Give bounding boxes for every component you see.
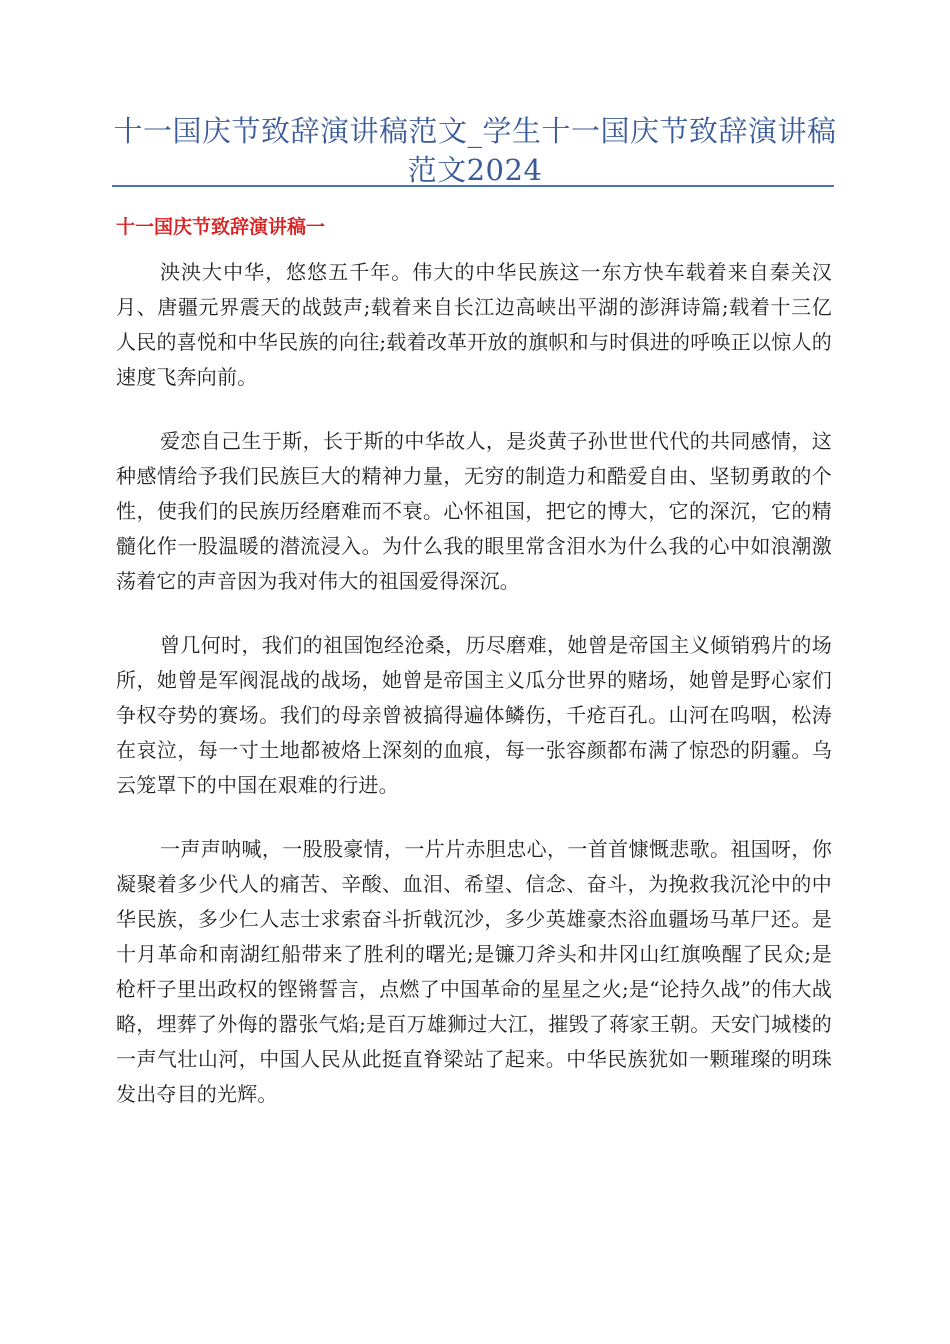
paragraph-1: 泱泱大中华，悠悠五千年。伟大的中华民族这一东方快车载着来自秦关汉月、唐疆元界震天的战鼓声;载着来自长江边高峡出平湖的澎湃诗篇;载着十三亿人民的喜悦和中华民族的向往;载着改革开放的旗帜和与时俱进的呼唤正以惊人的速度飞奔向前。 <box>116 260 832 389</box>
title-underline-divider <box>112 185 834 187</box>
document-title: 十一国庆节致辞演讲稿范文_学生十一国庆节致辞演讲稿范文2024 <box>113 114 837 187</box>
section-heading: 十一国庆节致辞演讲稿一 <box>116 216 326 238</box>
document-body <box>116 255 832 1141</box>
paragraph-3: 曾几何时，我们的祖国饱经沧桑，历尽磨难，她曾是帝国主义倾销鸦片的场所，她曾是军阀混战的战场，她曾是帝国主义瓜分世界的赌场，她曾是野心家们争权夺势的赛场。我们的母亲曾被搞得遍体鳞伤，千疮百孔。山河在呜咽，松涛在哀泣，每一寸土地都被烙上深刻的血痕，每一张容颜都布满了惊恐的阴霾。乌云笼罩下的中国在艰难的行进。 <box>116 633 832 797</box>
paragraph-4: 一声声呐喊，一股股豪情，一片片赤胆忠心，一首首慷慨悲歌。祖国呀，你凝聚着多少代人的痛苦、辛酸、血泪、希望、信念、奋斗，为挽救我沉沦中的中华民族，多少仁人志士求索奋斗折戟沉沙，多少英雄豪杰浴血疆场马革尸还。是十月革命和南湖红船带来了胜利的曙光;是镰刀斧头和井冈山红旗唤醒了民众;是枪杆子里出政权的铿锵誓言，点燃了中国革命的星星之火;是“论持久战”的伟大战略，埋葬了外侮的嚣张气焰;是百万雄狮过大江，摧毁了蒋家王朝。天安门城楼的一声气壮山河，中国人民从此挺直脊梁站了起来。中华民族犹如一颗璀璨的明珠发出夺目的光辉。 <box>116 837 832 1106</box>
paragraph-2: 爱恋自己生于斯，长于斯的中华故人，是炎黄子孙世世代代的共同感情，这种感情给予我们民族巨大的精神力量，无穷的制造力和酷爱自由、坚韧勇敢的个性，使我们的民族历经磨难而不衰。心怀祖国，把它的博大，它的深沉，它的精髓化作一股温暖的潜流浸入。为什么我的眼里常含泪水为什么我的心中如浪潮激荡着它的声音因为我对伟大的祖国爱得深沉。 <box>116 429 832 593</box>
